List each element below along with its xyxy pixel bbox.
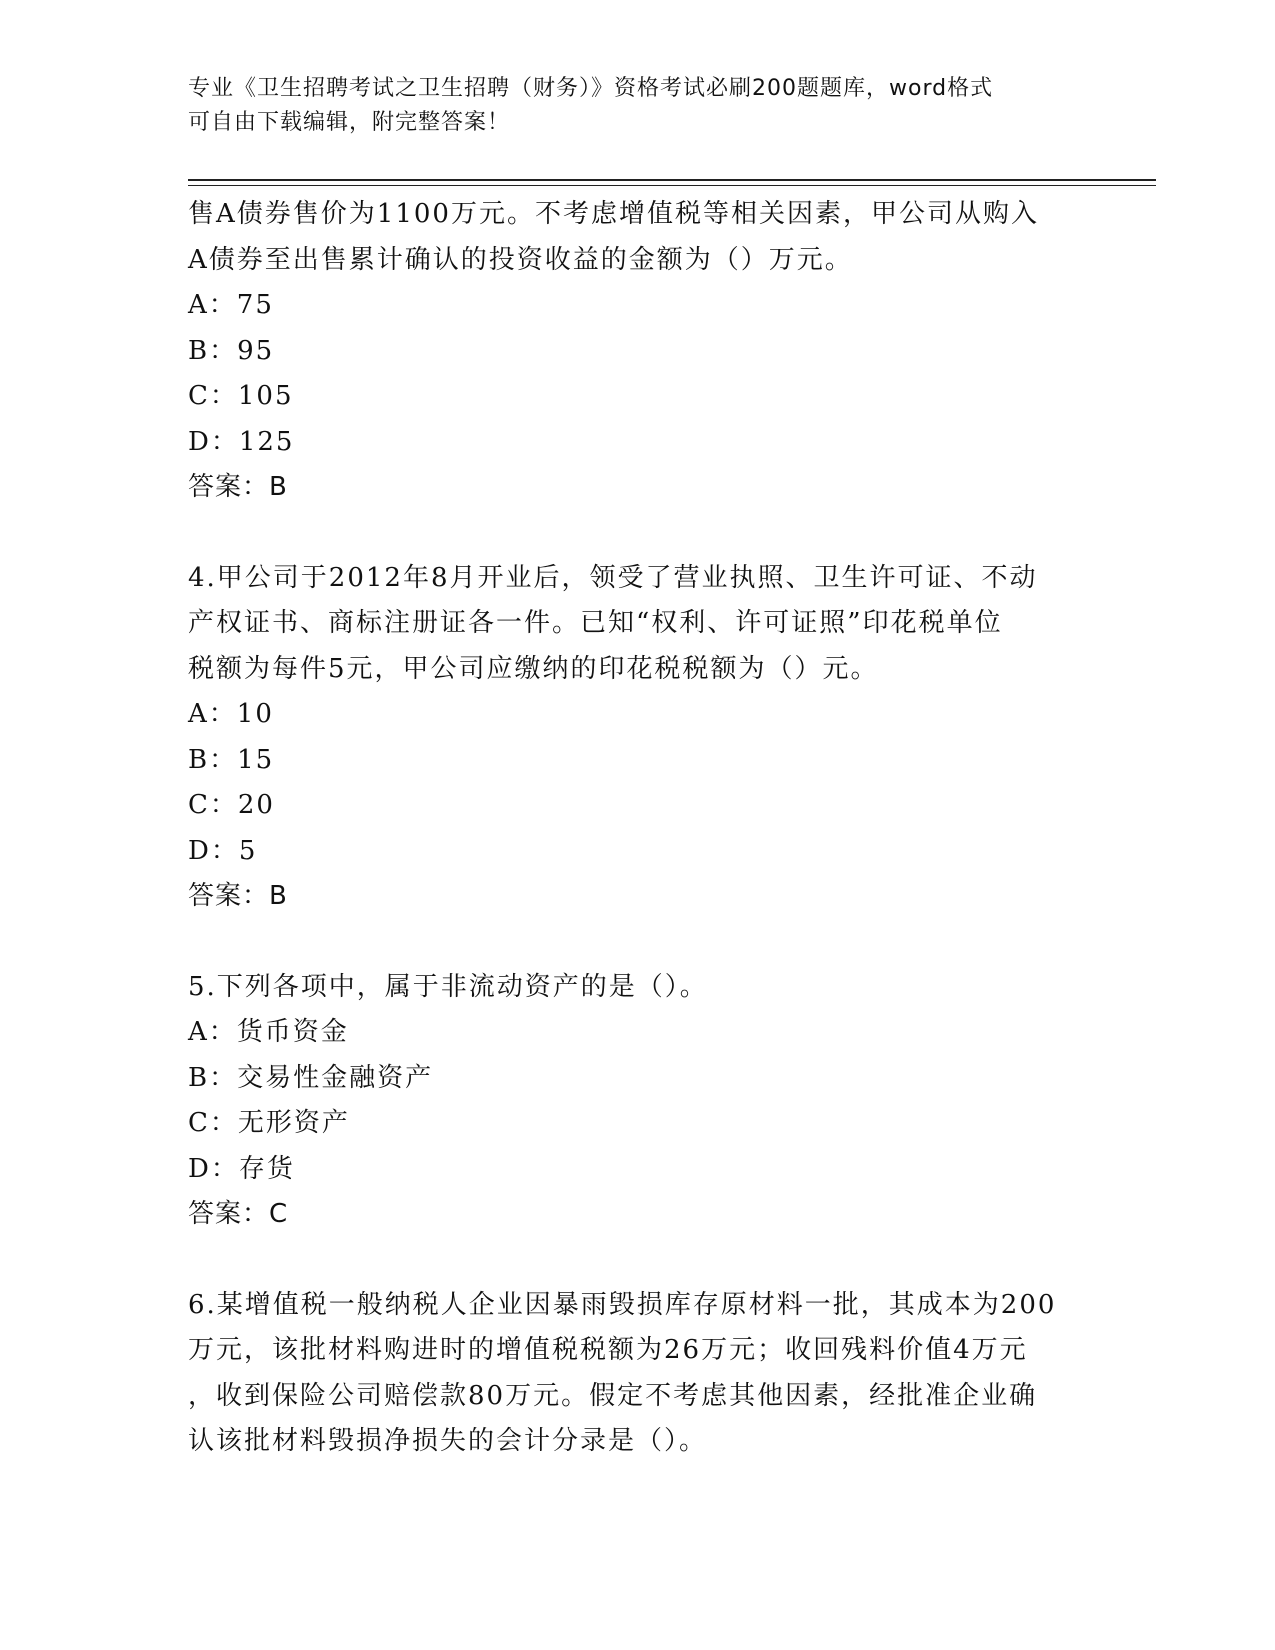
- header-divider-thick: [188, 179, 1156, 181]
- header-divider-thin: [188, 185, 1156, 186]
- question-stem-line: 万元，该批材料购进时的增值税税额为26万元；收回残料价值4万元: [188, 1335, 1028, 1365]
- question-4: [188, 556, 1088, 920]
- option-b: B：交易性金融资产: [188, 1062, 434, 1093]
- question-spacer: [188, 1238, 1088, 1283]
- option-d: D：5: [188, 835, 258, 866]
- question-stem-line: 产权证书、商标注册证各一件。已知“权利、许可证照”印花税单位: [188, 608, 1003, 638]
- question-spacer: [188, 511, 1088, 556]
- document-header: [188, 72, 1068, 140]
- question-stem-line: A债券至出售累计确认的投资收益的金额为（）万元。: [188, 244, 853, 275]
- header-line-1: 专业《卫生招聘考试之卫生招聘（财务）》资格考试必刷200题题库，word格式: [188, 76, 994, 101]
- option-a: A：10: [188, 699, 274, 729]
- option-b: B：95: [188, 335, 275, 366]
- question-stem-line: 售A债券售价为1100万元。不考虑增值税等相关因素，甲公司从购入: [188, 199, 1039, 229]
- question-3: [188, 192, 1088, 511]
- question-stem-line: 税额为每件5元，甲公司应缴纳的印花税税额为（）元。: [188, 653, 879, 684]
- question-list: [188, 192, 1088, 1465]
- option-c: C：20: [188, 790, 275, 820]
- header-line-2: 可自由下载编辑，附完整答案！: [188, 110, 511, 135]
- question-stem-line: ，收到保险公司赔偿款80万元。假定不考虑其他因素，经批准企业确: [188, 1380, 1038, 1411]
- option-c: C：105: [188, 381, 294, 411]
- option-a: A：75: [188, 290, 274, 320]
- option-c: C：无形资产: [188, 1108, 350, 1138]
- answer-line: 答案：B: [188, 472, 288, 502]
- option-a: A：货币资金: [188, 1017, 349, 1047]
- question-5: [188, 965, 1088, 1238]
- question-stem-line: 5.下列各项中，属于非流动资产的是（）。: [188, 971, 708, 1002]
- question-6: [188, 1283, 1088, 1465]
- option-d: D：存货: [188, 1153, 295, 1184]
- question-stem-line: 认该批材料毁损净损失的会计分录是（）。: [188, 1426, 708, 1456]
- question-stem-line: 6.某增值税一般纳税人企业因暴雨毁损库存原材料一批，其成本为200: [188, 1289, 1057, 1320]
- option-b: B：15: [188, 744, 275, 775]
- answer-line: 答案：C: [188, 1199, 289, 1229]
- question-spacer: [188, 920, 1088, 965]
- question-stem-line: 4.甲公司于2012年8月开业后，领受了营业执照、卫生许可证、不动: [188, 562, 1038, 593]
- option-d: D：125: [188, 426, 295, 457]
- answer-line: 答案：B: [188, 881, 288, 911]
